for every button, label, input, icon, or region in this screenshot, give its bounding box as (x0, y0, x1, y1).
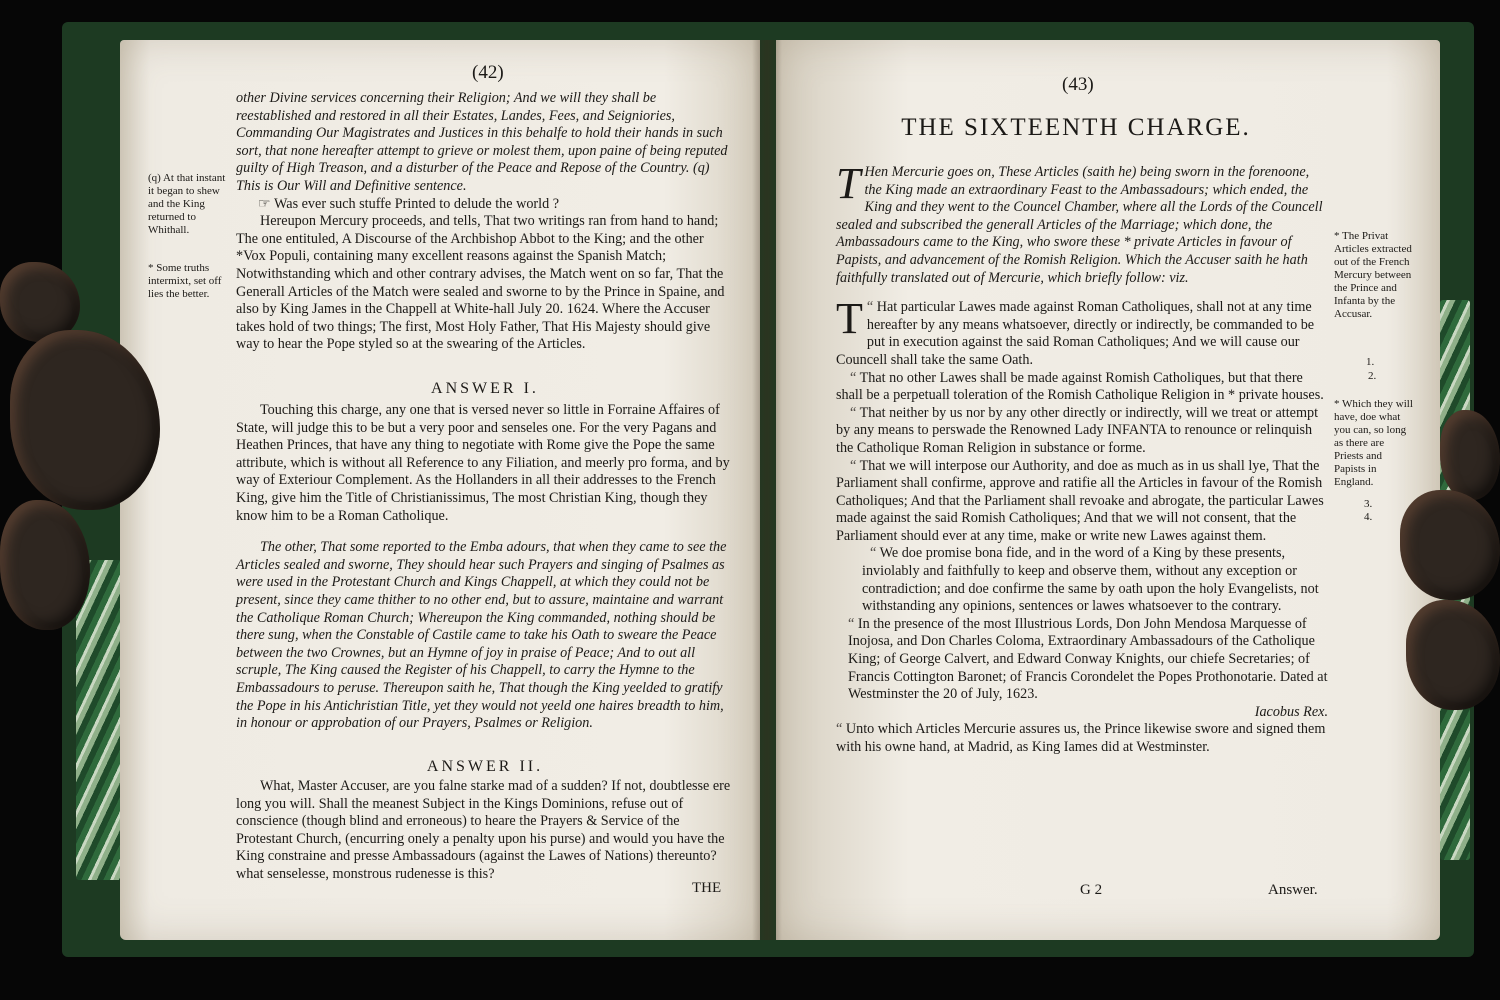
article-2-text: That no other Lawes shall be made against Romish Catholiques, but that there shall be a perpetuall toleration of the Romish Catholique Religion in * private houses. (836, 369, 1324, 404)
signature-iacobus-rex: Iacobus Rex. (1254, 703, 1328, 720)
closing-paragraph-text: Unto which Articles Mercurie assures us, the Prince likewise swore and signed them with his owne hand, at Madrid, as King Iames did at Westminster. (836, 721, 1326, 755)
signature-mark: G 2 (1080, 882, 1103, 898)
left-page-number: (42) (472, 62, 504, 83)
margin-note-truths: * Some truths intermixt, set off lies the better. (148, 262, 222, 300)
promise-clause-text: We doe promise bona fide, and in the word of a King by these presents, inviolably and faithfully to keep and observe them, without any exception or contradiction; and doe confirme the same by oath upon the holy Evangelists, not withstanding any opinions, sentences or lawes whatsoever to the contrary. (862, 545, 1319, 615)
right-catchword: Answer. (1268, 882, 1318, 898)
presence-clause: “ In the presence of the most Illustrious Lords, Don John Mendosa Marquesse of Inojosa, and Don Charles Coloma, Extraordinary Ambassadours of the Catholique King; of George Calvert, and Edward Conway Knights, our chiefe Secretaries; of Francis Cottington Baronet; of Francis Corondelet the Popes Prothonotarie. Dated at Westminster the 20 of July, 1623. (848, 615, 1328, 703)
closing-paragraph: “ Unto which Articles Mercurie assures us, the Prince likewise swore and signed them with his owne hand, at Madrid, as King Iames did at Westminster. (836, 721, 1326, 755)
article-4: “ That we will interpose our Authority, and doe as much as in us shall lye, That the Parliament shall confirme, approve and ratifie all the Articles in favour of the Romish Catholiques; And that the Parliament shall revoake and abrogate, the particular Lawes made against the said Romish Catholiques; And that we will not consent, that the Parliament should ever at any time, make or write new Lawes against them. (836, 457, 1324, 544)
margin-note-private-articles: * The Privat Articles extracted out of the French Mercury between the Prince and Infanta by the Accusar. (1334, 230, 1412, 320)
pointer-line-text: Was ever such stuffe Printed to delude the world ? (274, 195, 560, 212)
margin-article-number-3: 3. (1364, 498, 1373, 510)
presence-clause-text: In the presence of the most Illustrious Lords, Don John Mendosa Marquesse of Inojosa, and Don Charles Coloma, Extraordinary Ambassadours of the Catholique King; of George Calvert, and Edward Conway Knights, our chiefe Secretaries; of Francis Cottington Baronet; of Francis Corondelet the Popes Prothonotarie. Dated at Westminster the 20 of July, 1623. (848, 615, 1328, 703)
charge-intro-text: Hen Mercurie goes on, These Articles (saith he) being sworn in the forenoone, the King made an extraordinary Feast to the Ambassadours; which ended, the King and they went to the Councel Chamber, where all the Lords of the Councell sealed and subscribed the generall Articles of the Marriage; which done, the Ambassadours came to the King, who swore these * private Articles in favour of Papists, and advancement of the Romish Religion. Which the Accuser saith he hath faithfully translated out of Mercurie, which briefly follow: viz. (836, 164, 1323, 286)
left-para-1: other Divine services concerning their Religion; And we will they shall be reestablished and restored in all their Estates, Landes, Fees, and Seigniories, Commanding Our Magistrates and Justices in this behalfe to hold their hands in such sort, that none hereafter attempt to grieve or molest them, upon paine of being reputed guilty of High Treason, and a disturber of the Peace and Repose of the Country. (q) This is Our Will and Definitive sentence. (236, 90, 728, 194)
charge-intro (836, 159, 1328, 287)
left-para-2: Hereupon Mercury proceeds, and tells, That two writings ran from hand to hand; The one entituled, A Discourse of the Archbishop Abbot to the King; and the other *Vox Populi, containing many excellent reasons against the Spanish Match; Notwithstanding which and other contrary advises, the Match went on so far, That the Generall Articles of the Match were sealed and sworne to by the Prince in Spaine, and also by King James in the Chappell at White-hall July 20. 1624. Where the Accuser takes hold of two things; The first, Most Holy Father, That His Majesty should give way to hear the Pope styled so at the swearing of the Articles. (236, 213, 725, 353)
answer-2-heading: ANSWER II. (426, 758, 544, 775)
marbled-endpaper-left (76, 560, 126, 880)
answer-1-heading: ANSWER I. (431, 380, 539, 397)
article-3: “ That neither by us nor by any other directly or indirectly, will we treat or attempt by any means to perswade the Renowned Lady INFANTA to renounce or relinquish the Catholique Roman Religion in substance or forme. (836, 404, 1319, 456)
answer-1-text (236, 402, 734, 733)
drop-cap-then: T (836, 159, 861, 208)
right-clasp-top (1440, 410, 1500, 500)
drop-cap-that: T (836, 294, 863, 344)
margin-article-number-1: 1. (1366, 356, 1375, 368)
right-clasp-bottom (1406, 600, 1500, 710)
book-gutter (752, 40, 782, 940)
margin-article-number-2: 2. (1368, 370, 1377, 382)
pointer-line (236, 196, 734, 214)
answer-2-text (236, 778, 734, 884)
answer-1-para-1: Touching this charge, any one that is versed never so little in Forraine Affaires of State, will judge this to be but a very poor and senseles one. For the very Pagans and Heathen Princes, that have any thing to negotiate with Rome give the Pope the same attribute, which is without all Reference to any Filiation, and meerly pro forma, and by way of Exteriour Complement. As the Hollanders in all their addresses to the French King, give him the Title of Christianissimus, The most Christian King, though they know him to be a Roman Catholique. (236, 402, 730, 524)
left-catchword: THE (692, 880, 722, 896)
left-page-text (236, 90, 734, 354)
right-clasp-body (1400, 490, 1500, 600)
article-1 (836, 294, 1328, 369)
right-page-text (836, 159, 1328, 757)
open-quote: “ (866, 299, 877, 316)
charge-title: THE SIXTEENTH CHARGE. (901, 114, 1251, 141)
pointing-hand-icon: ☞ (258, 195, 275, 212)
promise-clause: “ We doe promise bona fide, and in the word of a King by these presents, inviolably and faithfully to keep and observe them, without any exception or contradiction; and doe confirme the same by oath upon the holy Evangelists, not withstanding any opinions, sentences or lawes whatsoever to the contrary. (862, 545, 1319, 615)
article-4-text: That we will interpose our Authority, and doe as much as in us shall lye, That the Parliament shall confirme, approve and ratifie all the Articles in favour of the Romish Catholiques; And that the Parliament shall revoake and abrogate, the particular Lawes made against the said Romish Catholiques; And that we will not consent, that the Parliament should ever at any time, make or write new Lawes against them. (836, 457, 1324, 544)
margin-note-q: (q) At that instant it began to shew and the King returned to Whithall. (148, 172, 226, 236)
margin-article-number-4: 4. (1364, 511, 1373, 523)
right-page-number: (43) (1062, 74, 1094, 95)
answer-1-para-2: The other, That some reported to the Emba adours, that when they came to see the Articles sealed and sworne, They should hear such Prayers and singing of Psalmes as were used in the Protestant Church and Kings Chappell, at which they could not be present, since they came thither to no other end, but to assure, maintaine and warrant the Catholique Roman Church; Whereupon the King commanded, nothing should be there sung, when the Constable of Castile came to take his Oath to sweare the Peace between the two Crownes, but an Hymne of joy in praise of Peace; And to out all scruple, The King caused the Register of his Chappell, to carry the Hymne to the Embassadours to peruse. Thereupon saith he, That though the King yeelded to gratify the Pope in his Antichristian Title, yet they would not yeeld one haires breadth to him, in honour or approbation of our Prayers, Psalmes or Religion. (236, 539, 727, 732)
answer-2-para-1: What, Master Accuser, are you falne starke mad of a sudden? If not, doubtlesse ere long you will. Shall the meanest Subject in the Kings Dominions, refuse out of conscience (though blind and erroneous) to heare the Prayers & Service of the Protestant Church, (encurring onely a penalty upon his purse) and would you have the King constraine and presse Ambassadours (against the Lawes of Nations) thereunto? what senselesse, monstrous rudenesse is this? (236, 778, 731, 882)
margin-note-which-they-will-have: * Which they will have, doe what you can, so long as there are Priests and Papists in England. (1334, 398, 1413, 488)
article-1-text: Hat particular Lawes made against Roman Catholiques, shall not at any time hereafter by any means whatsoever, directly or indirectly, be commanded to be put in execution against the said Roman Catholiques; And we will cause our Councell shall take the same Oath. (836, 299, 1315, 368)
article-3-text: That neither by us nor by any other directly or indirectly, will we treat or attempt by any means to perswade the Renowned Lady INFANTA to renounce or relinquish the Catholique Roman Religion in substance or forme. (836, 404, 1319, 456)
article-2: “ That no other Lawes shall be made against Romish Catholiques, but that there shall be a perpetuall toleration of the Romish Catholique Religion in * private houses. (836, 369, 1324, 404)
